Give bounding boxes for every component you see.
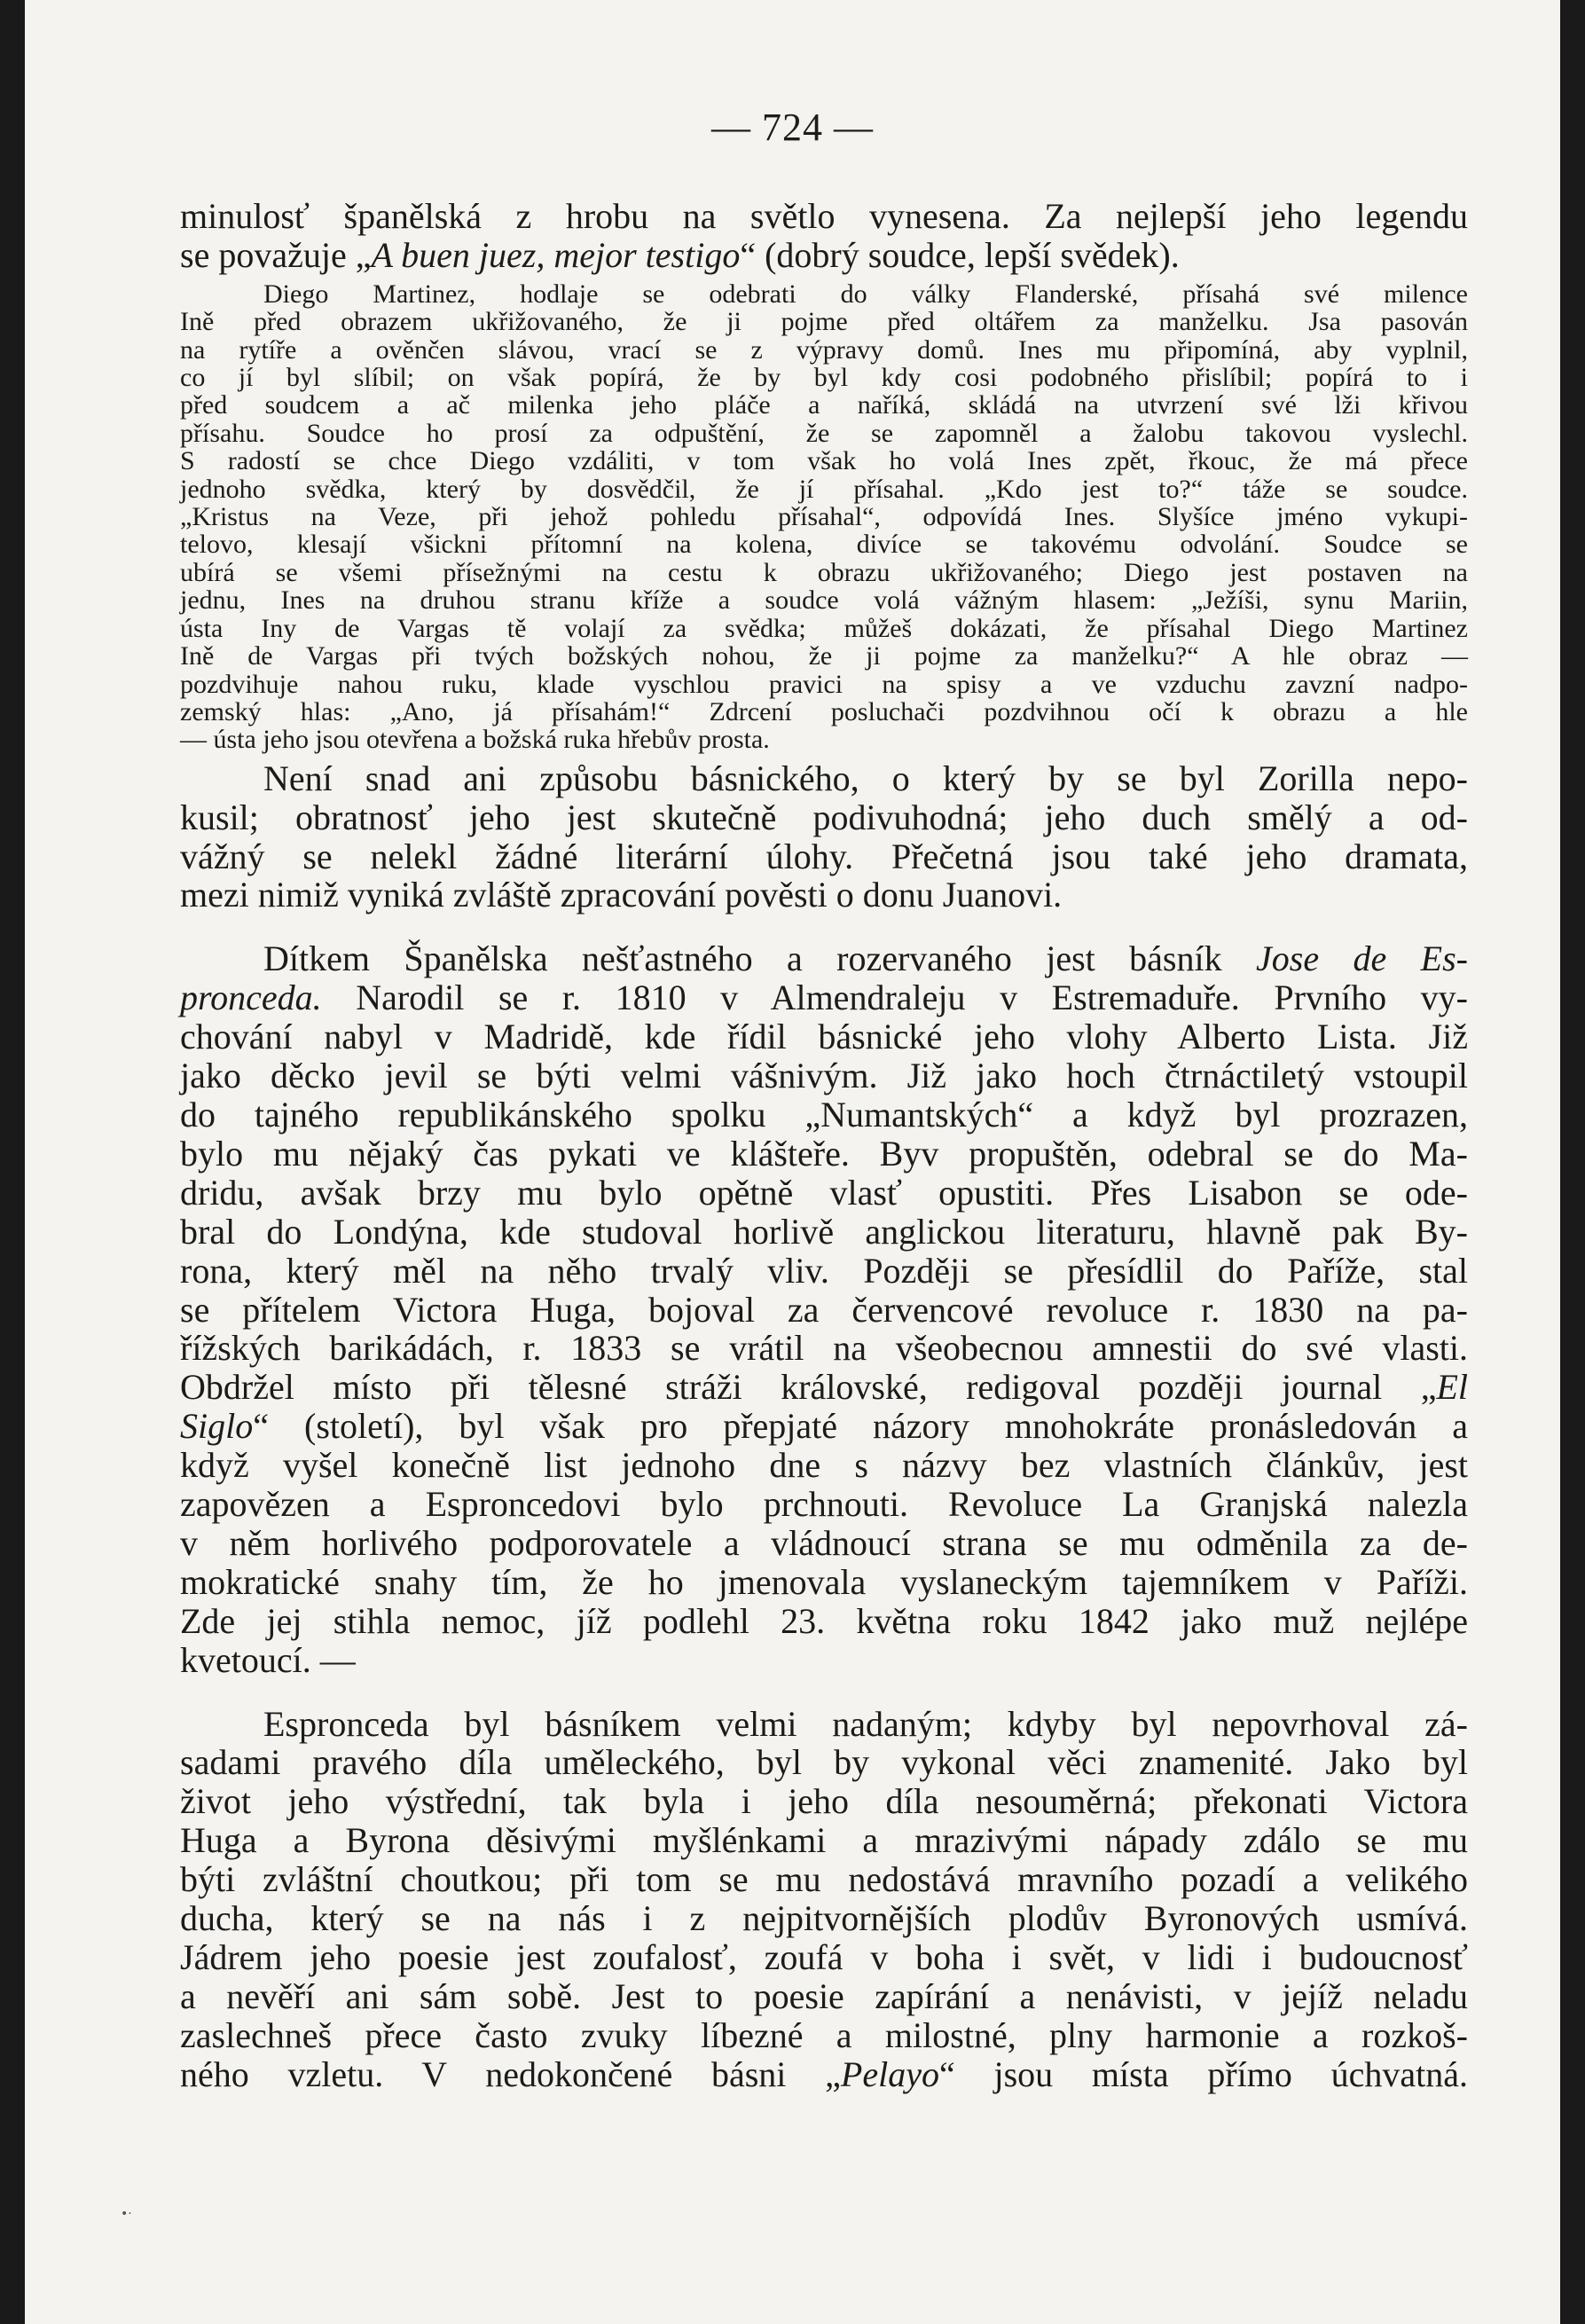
text-line: řížských barikádách, r. 1833 se vrátil na všeobecnou amnestii do své vlasti. [180,1328,1468,1369]
text-line: sadami pravého díla uměleckého, byl by vykonal věci znamenité. Jako byl [180,1742,1468,1783]
book-page [25,0,1560,2324]
text-line: Ině před obrazem ukřižovaného, že ji pojme před oltářem za manželku. Jsa pasován [180,307,1468,337]
text-fragment: se považuje „ [180,234,372,275]
text-fragment: Narodil se r. 1810 v Almendraleju v Estremaduře. Prvního vy- [321,977,1468,1018]
text-line: když vyšel konečně list jednoho dne s názvy bez vlastních článkův, jest [180,1445,1468,1486]
journal-title-italic: El [1436,1367,1468,1408]
text-line: Espronceda byl básníkem velmi nadaným; kdyby byl nepovrhoval zá- [263,1703,1468,1744]
text-line [180,2055,1468,2094]
poem-title-italic: Pelayo [840,2053,939,2094]
text-line: co jí byl slíbil; on však popírá, že by byl kdy cosi podobného přislíbil; popírá to i [180,363,1468,393]
text-line: jednu, Ines na druhou stranu kříže a soudce volá vážným hlasem: „Ježíši, synu Mariin, [180,585,1468,616]
text-line [180,236,1468,275]
text-line: zaslechneš přece často zvuky líbezné a milostné, plny harmonie a rozkoš- [180,2014,1468,2055]
text-line: vážný se nelekl žádné literární úlohy. Přečetná jsou také jeho dramata, [180,836,1468,876]
text-line: minulosť španělská z hrobu na světlo vynesena. Za nejlepší jeho legendu [180,196,1468,236]
page-number: — 724 — [711,106,874,149]
author-name-italic: Jose de Es- [1256,938,1468,979]
text-line: jednoho svědka, který by dosvědčil, že jí přísahal. „Kdo jest to?“ táže se soudce. [180,474,1468,504]
text-line [180,1368,1468,1407]
text-line: bral do Londýna, kde studoval horlivě anglickou literaturu, hlavně pak By- [180,1211,1468,1252]
text-line: kusil; obratnosť jeho jest skutečně podivuhodná; jeho duch smělý a od- [180,797,1468,837]
text-line: zemský hlas: „Ano, já přísahám!“ Zdrcení posluchači pozdvihnou očí k obrazu a hle [180,696,1468,726]
text-line: v něm horlivého podporovatele a vládnoucí strana se mu odměnila za de- [180,1522,1468,1563]
paragraph-espronceda-biography [180,939,1468,1679]
text-line: ducha, který se na nás i z nejpitvornějších plodův Byronových usmívá. [180,1898,1468,1939]
text-line: S radostí se chce Diego vzdáliti, v tom však ho volá Ines zpět, řkouc, že má přece [180,446,1468,476]
text-line: bylo mu nějaký čas pykati ve klášteře. Byv propuštěn, odebral se do Ma- [180,1133,1468,1174]
text-line: se přítelem Victora Huga, bojoval za červencové revoluce r. 1830 na pa- [180,1289,1468,1330]
text-line: mokratické snahy tím, že ho jmenovala vyslaneckým tajemníkem v Paříži. [180,1561,1468,1602]
paragraph-legend-summary [180,280,1468,754]
text-line: mezi nimiž vyniká zvláště zpracování pověsti o donu Juanovi. [180,875,1063,915]
text-line: rona, který měl na něho trvalý vliv. Později se přesídlil do Paříže, stal [180,1250,1468,1291]
page-body [180,197,1468,2094]
paragraph-zorilla [180,759,1468,915]
text-line: Ině de Vargas při tvých božských nohou, že ji pojme za manželku?“ A hle obraz — [180,641,1468,671]
text-line: do tajného republikánského spolku „Numantských“ a když byl prozrazen, [180,1094,1468,1135]
author-name-italic: pronceda. [180,977,322,1018]
text-line [180,978,1468,1017]
text-line: Není snad ani způsobu básnického, o který by se byl Zorilla nepo- [263,758,1468,798]
paragraph-espronceda-assessment [180,1705,1468,2094]
text-line: a nevěří ani sám sobě. Jest to poesie zapírání a nenávisti, v jejíž neladu [180,1975,1468,2016]
text-line: život jeho výstřední, tak byla i jeho díla nesouměrná; překonati Victora [180,1781,1468,1822]
text-fragment: “ (století), byl však pro přepjaté názory mnohokráte pronásledován a [253,1406,1468,1447]
text-line: ubírá se všemi přísežnými na cestu k obrazu ukřižovaného; Diego jest postaven na [180,557,1468,587]
text-line: přísahu. Soudce ho prosí za odpuštění, že se zapomněl a žalobu takovou vyslechl. [180,418,1468,448]
text-line: na rytíře a ověnčen slávou, vrací se z výpravy domů. Ines mu připomíná, aby vyplnil, [180,334,1468,365]
text-line: před soudcem a ač milenka jeho pláče a naříká, skládá na utvrzení své lži křivou [180,390,1468,420]
text-line [180,939,1468,978]
text-line: jako děcko jevil se býti velmi vášnivým. Již jako hoch čtrnáctiletý vstoupil [180,1056,1468,1096]
text-fragment: Dítkem Španělska nešťastného a rozervaného jest básník [263,938,1257,979]
text-line: ústa Iny de Vargas tě volají za svědka; můžeš dokázati, že přísahal Diego Martinez [180,613,1468,643]
legend-title-italic: A buen juez, mejor testigo [371,234,741,275]
paragraph-legend-intro [180,197,1468,275]
text-line: Huga a Byrona děsivými myšlénkami a mrazivými nápady zdálo se mu [180,1820,1468,1861]
text-line: telovo, klesají všickni přítomní na kolena, divíce se takovému odvolání. Soudce se [180,530,1468,560]
text-line: Diego Martinez, hodlaje se odebrati do války Flanderské, přísahá své milence [263,279,1468,309]
text-line: chování nabyl v Madridě, kde řídil básnické jeho vlohy Alberto Lista. Již [180,1017,1468,1057]
text-fragment: Obdržel místo při tělesné stráži královské, redigoval později journal „ [180,1367,1437,1408]
text-line [180,1407,1468,1446]
margin-speck: •· [121,2207,132,2221]
text-fragment: “ (dobrý soudce, lepší svědek). [740,234,1180,275]
text-line: zapovězen a Esproncedovi bylo prchnouti. Revoluce La Granjská nalezla [180,1484,1468,1525]
text-fragment: “ jsou místa přímo úchvatná. [938,2053,1468,2094]
journal-title-italic: Siglo [180,1406,254,1447]
text-line: kvetoucí. — [180,1639,356,1680]
text-line: býti zvláštní choutkou; při tom se mu nedostává mravního pozadí a velikého [180,1859,1468,1900]
text-line: „Kristus na Veze, při jehož pohledu přísahal“, odpovídá Ines. Slyšíce jméno vykupi- [180,502,1468,532]
text-line: Jádrem jeho poesie jest zoufalosť, zoufá v boha i svět, v lidi i budoucnosť [180,1937,1468,1977]
text-line: dridu, avšak brzy mu bylo opětně vlasť opustiti. Přes Lisabon se ode- [180,1172,1468,1213]
text-line: pozdvihuje nahou ruku, klade vyschlou pravici na spisy a ve vzduchu zavzní nadpo- [180,669,1468,699]
text-fragment: ného vzletu. V nedokončené básni „ [180,2053,841,2094]
text-line: Zde jej stihla nemoc, jíž podlehl 23. května roku 1842 jako muž nejlépe [180,1600,1468,1641]
text-line: — ústa jeho jsou otevřena a božská ruka hřebův prosta. [180,725,770,755]
